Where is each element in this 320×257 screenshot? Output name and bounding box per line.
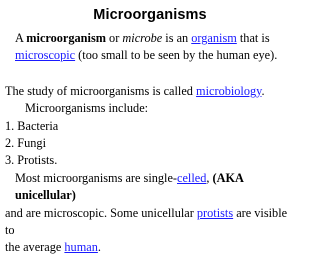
human-link[interactable]: human <box>64 240 98 255</box>
list-item: 2. Fungi <box>5 136 46 151</box>
spacer <box>5 65 297 83</box>
organism-link[interactable]: organism <box>191 31 237 45</box>
microbe-term: microbe <box>122 31 163 45</box>
microscopic-line: and are microscopic. Some unicellular protists are visible to <box>5 205 288 238</box>
definition-line-1: A microorganism or microbe is an organism that is <box>15 31 270 45</box>
celled-link[interactable]: celled <box>177 170 207 185</box>
protists-link[interactable]: protists <box>196 205 234 220</box>
list-item: 3. Protists. <box>5 153 58 168</box>
page-title: Microorganisms <box>93 7 207 23</box>
microbiology-link[interactable]: microbiology <box>196 83 262 98</box>
unicellular-term: (AKA unicellular) <box>15 170 244 203</box>
include-line: Microorganisms include: <box>25 101 149 116</box>
human-line: the average human. <box>5 240 101 255</box>
microscopic-link[interactable]: microscopic <box>15 48 76 63</box>
definition-line-2: microscopic (too small to be seen by the human eye). <box>15 48 278 63</box>
body-text <box>5 30 297 257</box>
microorganism-term: microorganism <box>26 31 106 45</box>
list-item: 1. Bacteria <box>5 118 59 133</box>
unicellular-line: Most microorganisms are single-celled, (AKA unicellular) <box>15 170 244 203</box>
study-line: The study of microorganisms is called microbiology. <box>5 83 265 98</box>
